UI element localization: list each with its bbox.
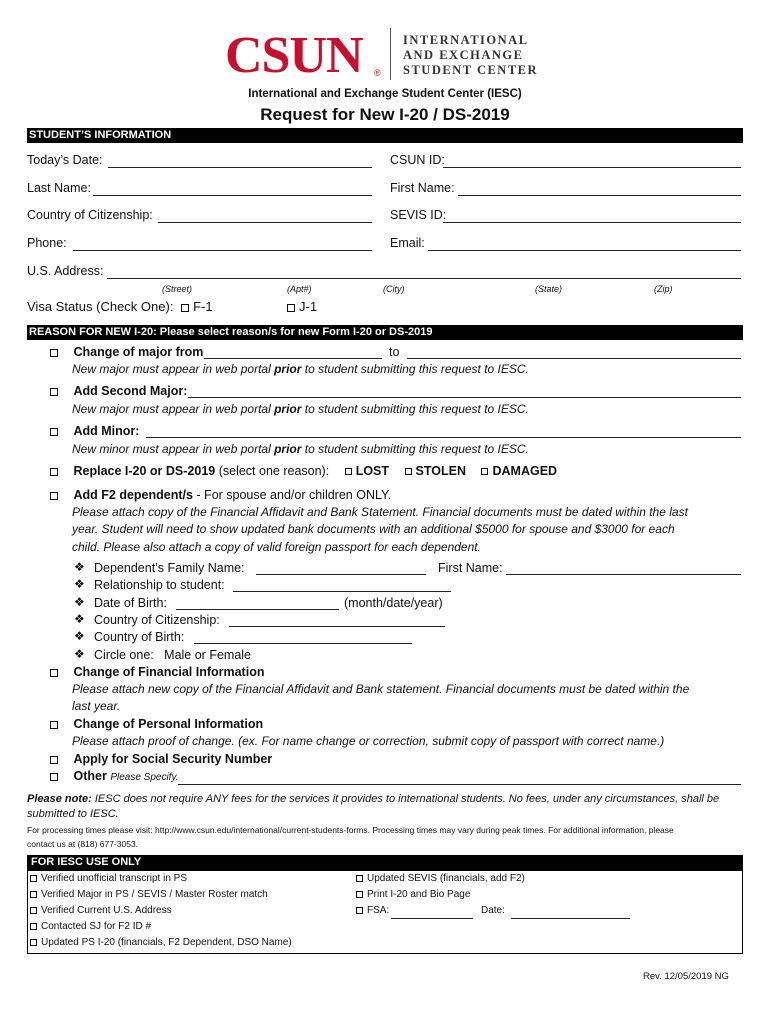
damaged-checkbox[interactable] <box>481 468 488 475</box>
fsa-input[interactable] <box>391 918 473 919</box>
sevis-id-input[interactable] <box>443 222 741 223</box>
stolen-checkbox[interactable] <box>405 468 412 475</box>
visa-status-row <box>27 299 213 314</box>
personal-checkbox[interactable] <box>50 721 58 729</box>
section-header-office: FOR IESC USE ONLY <box>27 855 743 870</box>
financial-note-2: last year. <box>72 699 121 713</box>
email-input[interactable] <box>428 250 741 251</box>
add-f2-row <box>50 488 391 502</box>
relationship-label: Relationship to student: <box>94 578 225 592</box>
add-minor-row <box>50 424 139 438</box>
second-major-note-prior: prior <box>274 402 302 416</box>
f2-note-line-3: child. Please also attach a copy of valid foreign passport for each dependent. <box>72 540 481 554</box>
circle-gender[interactable]: Circle one: Male or Female <box>94 648 252 662</box>
major-note-prior: prior <box>274 362 302 376</box>
updated-sevis-label: Updated SEVIS (financials, add F2) <box>367 873 525 884</box>
visa-j1-option <box>287 299 317 314</box>
page-title: Request for New I-20 / DS-2019 <box>260 105 510 124</box>
phone-label: Phone: <box>27 236 67 250</box>
minor-note-post: to student submitting this request to IESC. <box>301 442 529 456</box>
print-i20-label: Print I-20 and Bio Page <box>367 889 471 900</box>
fsa-label: FSA: <box>367 905 390 916</box>
second-major-note-post: to student submitting this request to IESC. <box>301 402 529 416</box>
visa-status-label: Visa Status (Check One): <box>27 299 174 314</box>
csun-id-input[interactable] <box>443 167 741 168</box>
updated-sevis-checkbox[interactable] <box>356 875 363 882</box>
first-name-input[interactable] <box>458 195 741 196</box>
todays-date-input[interactable] <box>108 167 372 168</box>
fees-note-text: IESC does not require ANY fees for the services it provides to international students. No fees, under any circumstances, shall be <box>91 793 720 805</box>
visa-f1-label: F-1 <box>193 299 213 314</box>
us-address-input[interactable] <box>107 278 741 279</box>
second-major-note <box>72 402 529 416</box>
major-to-label: to <box>389 345 400 359</box>
replace-label: Replace I-20 or DS-2019 <box>73 464 216 478</box>
logo-line-2: AND EXCHANGE <box>403 48 524 62</box>
office-label-5: Updated PS I-20 (financials, F2 Dependent, DSO Name) <box>41 937 292 948</box>
change-major-label: Change of major from <box>73 345 204 359</box>
citizenship-input[interactable] <box>158 222 372 223</box>
logo-line-3: STUDENT CENTER <box>403 63 539 77</box>
bullet-diamond-icon: ❖ <box>74 612 85 626</box>
add-f2-spouse: - For spouse and/or children ONLY. <box>196 488 392 502</box>
sevis-id-label: SEVIS ID: <box>390 208 447 222</box>
bullet-diamond-icon: ❖ <box>74 577 85 591</box>
office-check-4[interactable] <box>30 923 37 930</box>
please-specify: Please Specify. <box>110 772 179 783</box>
office-item-4 <box>30 921 151 932</box>
dob-input[interactable] <box>176 609 339 610</box>
office-check-3[interactable] <box>30 907 37 914</box>
us-address-label: U.S. Address: <box>27 264 104 278</box>
bullet-diamond-icon: ❖ <box>74 560 85 574</box>
bullet-diamond-icon: ❖ <box>74 647 85 661</box>
major-note-pre: New major must appear in web portal <box>72 362 275 376</box>
second-major-row <box>50 384 187 398</box>
registered-mark: ® <box>374 68 381 78</box>
personal-row <box>50 717 263 731</box>
revision-footer: Rev. 12/05/2019 NG <box>643 971 729 982</box>
fees-note-line-1 <box>27 793 719 805</box>
minor-note <box>72 442 529 456</box>
center-name: International and Exchange Student Center (IESC) <box>248 88 522 100</box>
dob-label: Date of Birth: <box>94 596 167 610</box>
dep-family-name-input[interactable] <box>256 574 426 575</box>
bullet-diamond-icon: ❖ <box>74 629 85 643</box>
add-f2-checkbox[interactable] <box>50 492 58 500</box>
print-i20-checkbox[interactable] <box>356 891 363 898</box>
change-major-row <box>50 345 203 359</box>
personal-label: Change of Personal Information <box>73 717 264 731</box>
office-check-2[interactable] <box>30 891 37 898</box>
citizenship-label: Country of Citizenship: <box>27 208 153 222</box>
logo-line-1: INTERNATIONAL <box>403 33 529 47</box>
replace-row <box>50 464 557 478</box>
email-label: Email: <box>390 236 425 250</box>
processing-note-1: For processing times please visit: http://www.csun.edu/international/current-students-forms. Processing times may vary during peak times. For additional information, please <box>27 825 674 835</box>
replace-select-one: (select one reason): <box>218 464 330 478</box>
visa-j1-checkbox[interactable] <box>287 304 295 312</box>
add-minor-input[interactable] <box>146 437 741 438</box>
office-item-3 <box>30 905 172 916</box>
logo-divider <box>390 28 391 80</box>
fsa-checkbox[interactable] <box>356 907 363 914</box>
dep-birth-input[interactable] <box>194 643 412 644</box>
financial-label: Change of Financial Information <box>73 665 265 679</box>
ssn-label: Apply for Social Security Number <box>73 752 273 766</box>
add-minor-label: Add Minor: <box>73 424 140 438</box>
lost-label: LOST <box>355 464 390 478</box>
processing-note-2: contact us at (818) 677-3053. <box>27 839 139 849</box>
replace-checkbox[interactable] <box>50 468 58 476</box>
ssn-row <box>50 752 272 766</box>
office-label-1: Verified unofficial transcript in PS <box>41 873 188 884</box>
dep-birth-label: Country of Birth: <box>94 630 185 644</box>
minor-note-pre: New minor must appear in web portal <box>72 442 275 456</box>
second-major-label: Add Second Major: <box>73 384 188 398</box>
fees-note-line-2: submitted to IESC. <box>27 808 119 820</box>
office-date-input[interactable] <box>511 918 630 919</box>
personal-note: Please attach proof of change. (ex. For name change or correction, submit copy of passport with correct name.) <box>72 734 665 748</box>
financial-note-1: Please attach new copy of the Financial Affidavit and Bank statement. Financial documents must be dated within the <box>72 682 690 696</box>
damaged-label: DAMAGED <box>492 464 558 478</box>
dob-format: (month/date/year) <box>344 596 443 610</box>
other-label: Other <box>73 769 107 783</box>
office-date-label: Date: <box>481 905 505 916</box>
csun-id-label: CSUN ID: <box>390 153 445 167</box>
addr-zip-caption: (Zip) <box>654 284 673 294</box>
add-minor-checkbox[interactable] <box>50 428 58 436</box>
office-updated-sevis <box>356 873 525 884</box>
visa-f1-checkbox[interactable] <box>181 304 189 312</box>
other-input[interactable] <box>178 784 741 785</box>
lost-checkbox[interactable] <box>345 468 352 475</box>
change-major-checkbox[interactable] <box>50 349 58 357</box>
financial-checkbox[interactable] <box>50 669 58 677</box>
last-name-input[interactable] <box>93 195 372 196</box>
financial-row <box>50 665 264 679</box>
addr-city-caption: (City) <box>383 284 405 294</box>
major-note <box>72 362 529 376</box>
dep-citizenship-input[interactable] <box>229 626 445 627</box>
minor-note-prior: prior <box>274 442 302 456</box>
other-checkbox[interactable] <box>50 773 58 781</box>
office-label-3: Verified Current U.S. Address <box>41 905 172 916</box>
office-print-i20 <box>356 889 470 900</box>
major-from-input[interactable] <box>204 358 382 359</box>
dep-first-name-input[interactable] <box>506 574 741 575</box>
office-item-1 <box>30 873 187 884</box>
addr-street-caption: (Street) <box>162 284 193 294</box>
office-label-4: Contacted SJ for F2 ID # <box>41 921 152 932</box>
section-header-student: STUDENT’S INFORMATION <box>27 128 743 143</box>
first-name-label: First Name: <box>390 181 455 195</box>
office-check-1[interactable] <box>30 875 37 882</box>
major-note-post: to student submitting this request to IESC. <box>301 362 529 376</box>
phone-input[interactable] <box>73 250 372 251</box>
addr-state-caption: (State) <box>535 284 563 294</box>
office-check-5[interactable] <box>30 939 37 946</box>
f2-note-line-1: Please attach copy of the Financial Affidavit and Bank Statement. Financial documents must be dated within the last <box>72 505 688 519</box>
stolen-label: STOLEN <box>415 464 466 478</box>
section-header-reason: REASON FOR NEW I-20: Please select reason/s for new Form I-20 or DS-2019 <box>27 325 743 340</box>
dep-first-name-label: First Name: <box>438 561 503 575</box>
f2-note-line-2: year. Student will need to show updated bank documents with an additional $5000 for spouse and $3000 for each <box>72 522 675 536</box>
bullet-diamond-icon: ❖ <box>74 595 85 609</box>
second-major-checkbox[interactable] <box>50 388 58 396</box>
office-fsa <box>356 905 389 916</box>
addr-apt-caption: (Apt#) <box>287 284 312 294</box>
office-item-2 <box>30 889 268 900</box>
second-major-input[interactable] <box>188 397 741 398</box>
relationship-input[interactable] <box>233 591 451 592</box>
todays-date-label: Today’s Date: <box>27 153 103 167</box>
ssn-checkbox[interactable] <box>50 756 58 764</box>
last-name-label: Last Name: <box>27 181 91 195</box>
office-item-5 <box>30 937 292 948</box>
second-major-note-pre: New major must appear in web portal <box>72 402 275 416</box>
visa-j1-label: J-1 <box>299 299 318 314</box>
please-note-label: Please note: <box>27 793 92 805</box>
office-label-2: Verified Major in PS / SEVIS / Master Roster match <box>41 889 268 900</box>
add-f2-label: Add F2 dependent/s <box>73 488 193 502</box>
csun-logo-wordmark: CSUN <box>225 27 363 84</box>
dep-family-name-label: Dependent’s Family Name: <box>94 561 245 575</box>
other-row <box>50 769 179 783</box>
major-to-input[interactable] <box>407 358 741 359</box>
dep-citizenship-label: Country of Citizenship: <box>94 613 220 627</box>
